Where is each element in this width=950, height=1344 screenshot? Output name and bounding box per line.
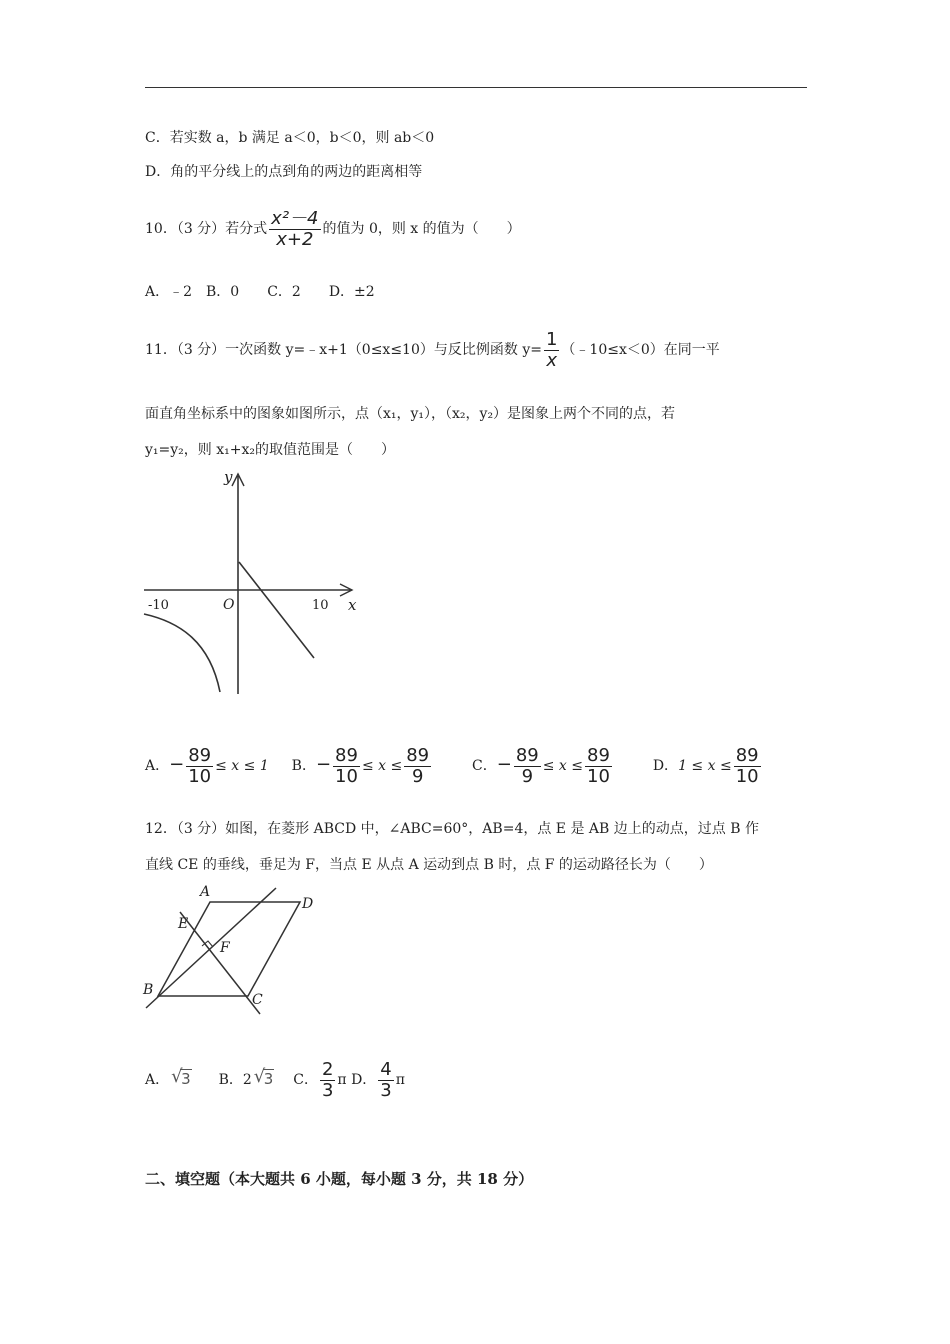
line-bf	[146, 888, 276, 1008]
tick-neg-10: -10	[148, 598, 169, 613]
q12-opt-d-den: 3	[380, 1079, 392, 1101]
q11-opt-c-num: 89	[515, 744, 539, 766]
q12-opt-c-frac	[320, 1060, 335, 1101]
q11-opt-b	[291, 744, 433, 787]
label-e: E	[178, 916, 189, 932]
q11-opt-b-frac1	[333, 746, 360, 787]
q12-opt-c-label: C．	[293, 1072, 318, 1088]
q12-opt-c-den: 3	[321, 1079, 334, 1101]
q11-opt-d	[652, 744, 763, 787]
q12-opt-a	[145, 1066, 192, 1088]
q11-opt-b-frac2	[404, 746, 431, 787]
q11-opt-c-label: C．	[472, 758, 497, 774]
q11-opt-d-head: 1 ≤ x ≤	[678, 758, 732, 774]
q11-opt-b-den: 10	[335, 765, 358, 787]
q11-opt-c-frac1	[514, 746, 541, 787]
line-ce	[180, 912, 260, 1014]
q11-frac-num: 1	[545, 328, 558, 350]
q11-opt-a-label: A．	[145, 758, 170, 774]
q12-opt-d-pi: π	[395, 1072, 405, 1088]
q11-opt-c-frac2	[585, 746, 612, 787]
q12-opt-a-label: A．	[145, 1072, 170, 1088]
label-a: A	[200, 884, 211, 900]
q11-opt-c-den: 9	[521, 765, 534, 787]
q11-options	[145, 742, 763, 789]
q11-stem-line1	[145, 327, 720, 373]
q10-options: A．﹣2 B．0 C．2 D．±2	[145, 284, 375, 300]
q12-opt-c-pi: π	[337, 1072, 347, 1088]
linear-function-line	[239, 562, 314, 658]
q12-opt-b-sqrt	[254, 1056, 275, 1102]
q12-opt-b-label: B．2	[218, 1072, 252, 1088]
q11-opt-b-num2: 89	[406, 744, 430, 766]
q12-stem-line1: 12．（3 分）如图，在菱形 ABCD 中，∠ABC=60°，AB=4，点 E 是 AB 边上的动点，过点 B 作	[145, 821, 759, 837]
q12-opt-d-label: D．	[351, 1072, 377, 1088]
q12-opt-b	[218, 1066, 275, 1088]
q11-graph	[140, 462, 370, 698]
header-rule	[145, 87, 807, 88]
q9-option-c: C．若实数 a，b 满足 a＜0，b＜0，则 ab＜0	[145, 130, 435, 146]
q10-fraction	[269, 209, 320, 250]
q12-opt-a-sqrt	[171, 1056, 192, 1102]
q11-prefix: 11．（3 分）一次函数 y=﹣x+1（0≤x≤10）与反比例函数 y=	[145, 342, 542, 358]
q11-stem-line3: y₁=y₂，则 x₁+x₂的取值范围是（ ）	[145, 442, 395, 458]
q11-opt-a-sign: −	[169, 754, 185, 775]
q11-opt-c-den2: 10	[587, 765, 610, 787]
q10-stem	[145, 206, 521, 252]
q11-opt-c-num2: 89	[587, 744, 610, 766]
q11-suffix: （﹣10≤x＜0）在同一平	[561, 342, 720, 358]
q11-opt-b-num: 89	[335, 744, 358, 766]
q12-opt-c	[293, 1058, 347, 1101]
y-axis-label: y	[224, 468, 233, 486]
q11-opt-d-label: D．	[652, 758, 679, 774]
q12-opt-d-frac	[378, 1060, 393, 1101]
q11-opt-a-frac	[186, 746, 213, 787]
q11-frac-den: x	[546, 349, 558, 371]
q12-opt-b-radicand: 3	[263, 1070, 274, 1088]
q12-opt-d	[351, 1058, 405, 1101]
x-axis-label: x	[348, 596, 357, 614]
q12-opt-c-num: 2	[321, 1058, 334, 1080]
q12-opt-d-num: 4	[380, 1058, 392, 1080]
q11-opt-b-mid: ≤ x ≤	[361, 758, 403, 774]
tick-10: 10	[312, 598, 329, 613]
q10-numerator: x²－4	[271, 207, 319, 229]
q11-opt-a-tail: ≤ x ≤ 1	[215, 758, 269, 774]
label-b: B	[143, 982, 154, 998]
q11-opt-b-den2: 9	[411, 765, 424, 787]
q11-opt-b-label: B．	[291, 758, 316, 774]
q11-stem-line2: 面直角坐标系中的图象如图所示，点（x₁，y₁），（x₂，y₂）是图象上两个不同的点，若	[145, 406, 676, 422]
q11-opt-d-den: 10	[735, 765, 759, 787]
q10-denominator: x+2	[276, 228, 314, 250]
q11-opt-a	[145, 744, 269, 787]
q11-opt-a-den: 10	[188, 765, 212, 787]
q11-opt-d-frac	[734, 746, 761, 787]
label-f: F	[220, 940, 230, 956]
q11-opt-d-num: 89	[735, 744, 759, 766]
q11-opt-c-sign: −	[496, 754, 512, 775]
q12-opt-a-radicand: 3	[181, 1070, 191, 1088]
hyperbola-curve	[144, 614, 220, 692]
q11-opt-c-mid: ≤ x ≤	[542, 758, 584, 774]
sqrt-icon: √	[253, 1066, 266, 1087]
origin-label: O	[223, 597, 235, 613]
q11-opt-c	[472, 744, 614, 787]
q12-options	[145, 1056, 405, 1103]
q9-option-d: D．角的平分线上的点到角的两边的距离相等	[145, 164, 423, 180]
q11-fraction	[544, 330, 559, 371]
sqrt-icon: √	[171, 1066, 183, 1087]
q10-suffix: 的值为 0，则 x 的值为（ ）	[322, 221, 521, 237]
section-2-title: 二、填空题（本大题共 6 小题，每小题 3 分，共 18 分）	[145, 1170, 534, 1188]
q11-opt-b-sign: −	[315, 754, 332, 775]
q12-figure	[140, 880, 315, 1020]
label-d: D	[302, 896, 314, 912]
q10-prefix: 10．（3 分）若分式	[145, 221, 268, 237]
q12-stem-line2: 直线 CE 的垂线，垂足为 F，当点 E 从点 A 运动到点 B 时，点 F 的运动路径长为（ ）	[145, 857, 713, 873]
label-c: C	[252, 992, 263, 1008]
q11-opt-a-num: 89	[188, 744, 212, 766]
